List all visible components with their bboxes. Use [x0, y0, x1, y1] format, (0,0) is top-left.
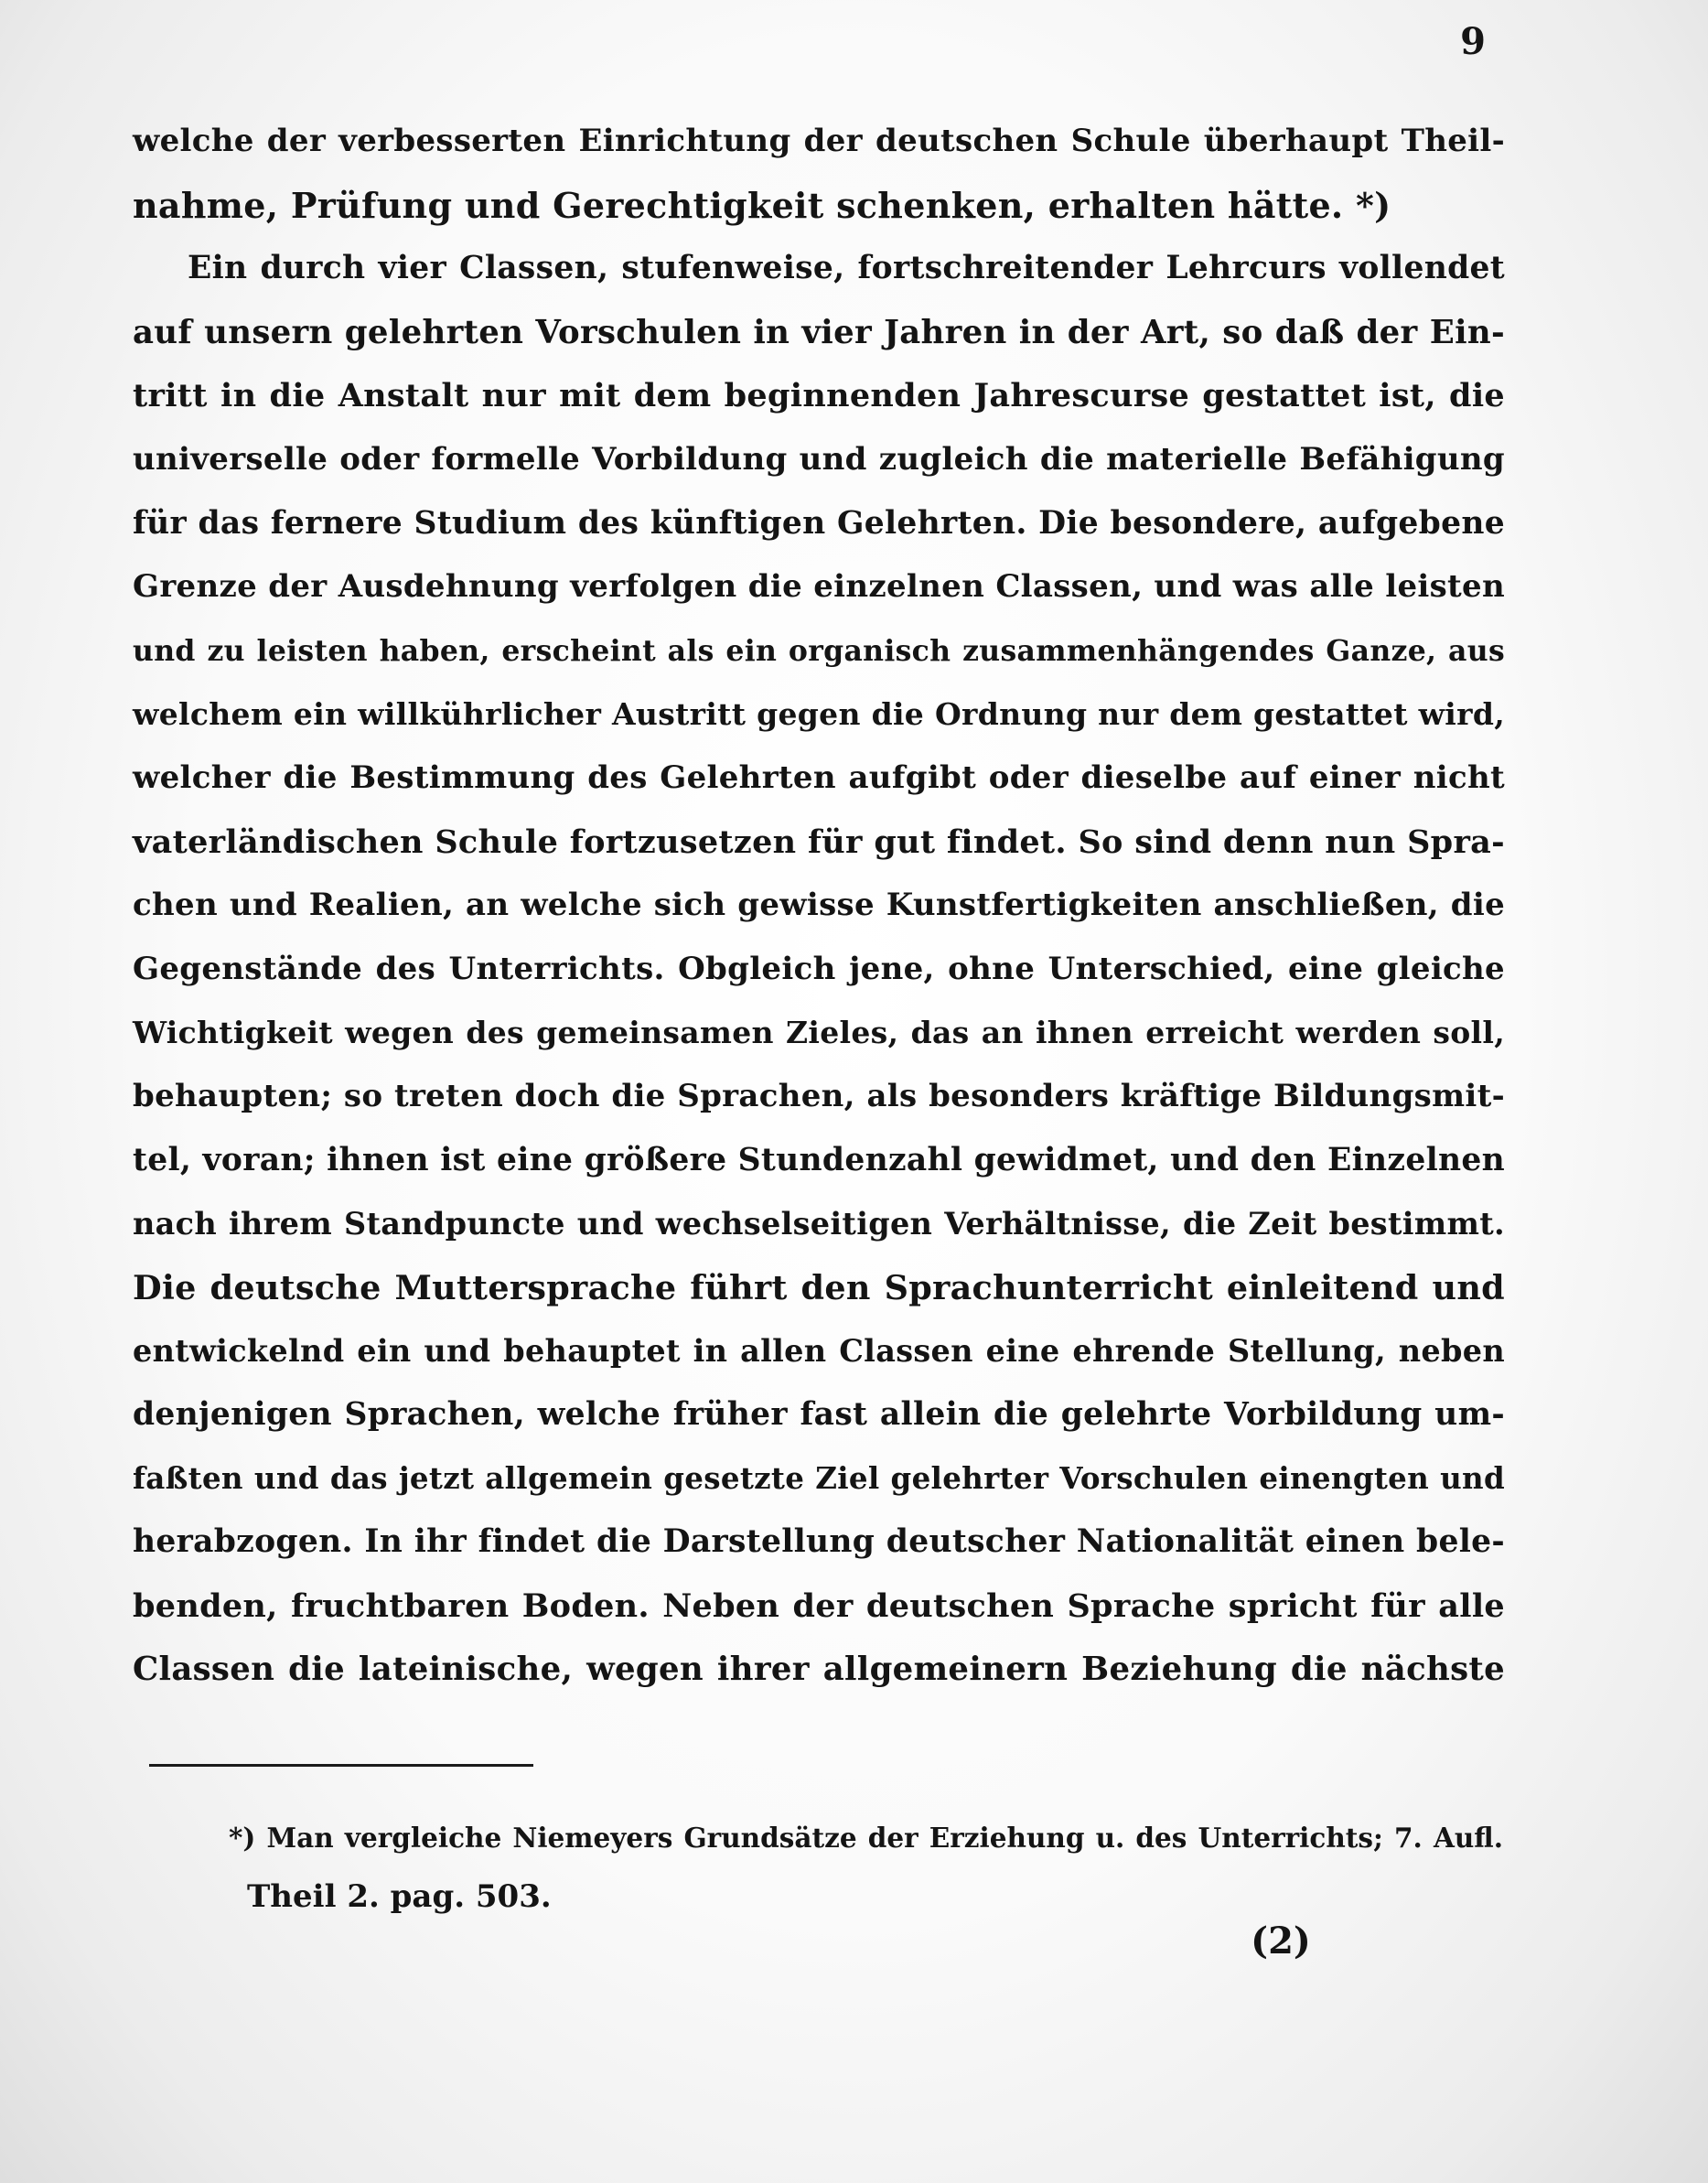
text-line: Gegenstände des Unterrichts. Obgleich jene, ohne Unterschied, eine gleiche — [133, 950, 1505, 987]
footnote-line: Theil 2. pag. 503. — [247, 1878, 552, 1915]
text-line: entwickelnd ein und behauptet in allen Classen eine ehrende Stellung, neben — [133, 1333, 1505, 1370]
footnote-separator — [149, 1764, 533, 1767]
text-line: Die deutsche Muttersprache führt den Sprachunterricht einleitend und — [133, 1267, 1505, 1307]
text-line: tel, voran; ihnen ist eine größere Stundenzahl gewidmet, und den Einzelnen — [133, 1141, 1505, 1178]
text-line: und zu leisten haben, erscheint als ein organisch zusammenhängendes Ganze, aus — [133, 633, 1505, 668]
text-line: chen und Realien, an welche sich gewisse Kunstfertigkeiten anschließen, die — [133, 887, 1505, 924]
text-line: welche der verbesserten Einrichtung der deutschen Schule überhaupt Theil- — [133, 123, 1505, 159]
text-line: welchem ein willkührlicher Austritt gegen die Ordnung nur dem gestattet wird, — [133, 696, 1505, 733]
footnote-line: *) Man vergleiche Niemeyers Grundsätze der Erziehung u. des Unterrichts; 7. Aufl. — [229, 1822, 1503, 1854]
text-line: nahme, Prüfung und Gerechtigkeit schenken, erhalten hätte. *) — [133, 184, 1391, 226]
text-line: herabzogen. In ihr findet die Darstellung deutscher Nationalität einen bele- — [133, 1523, 1505, 1561]
text-line: welcher die Bestimmung des Gelehrten aufgibt oder dieselbe auf einer nicht — [133, 758, 1505, 796]
text-line: Grenze der Ausdehnung verfolgen die einzelnen Classen, und was alle leisten — [133, 568, 1505, 606]
text-line: Wichtigkeit wegen des gemeinsamen Zieles, das an ihnen erreicht werden soll, — [133, 1015, 1505, 1051]
text-line: denjenigen Sprachen, welche früher fast allein die gelehrte Vorbildung um- — [133, 1395, 1505, 1433]
text-line: nach ihrem Standpuncte und wechselseitigen Verhältnisse, die Zeit bestimmt. — [133, 1206, 1505, 1242]
text-line: für das fernere Studium des künftigen Gelehrten. Die besondere, aufgebene — [133, 504, 1505, 542]
footnote — [146, 1809, 1503, 1926]
text-line: Ein durch vier Classen, stufenweise, fortschreitender Lehrcurs vollendet — [188, 250, 1505, 287]
text-line: auf unsern gelehrten Vorschulen in vier Jahren in der Art, so daß der Ein- — [133, 313, 1505, 351]
text-line: faßten und das jetzt allgemein gesetzte Ziel gelehrter Vorschulen einengten und — [133, 1460, 1505, 1497]
text-line: universelle oder formelle Vorbildung und zugleich die materielle Befähigung — [133, 440, 1505, 478]
page-number: 9 — [1460, 20, 1486, 63]
text-line: Classen die lateinische, wegen ihrer allgemeinern Beziehung die nächste — [133, 1651, 1505, 1689]
text-line: tritt in die Anstalt nur mit dem beginnenden Jahrescurse gestattet ist, die — [133, 377, 1505, 415]
body-text — [133, 110, 1505, 1702]
text-line: behaupten; so treten doch die Sprachen, als besonders kräftige Bildungsmit- — [133, 1077, 1505, 1114]
text-line: vaterländischen Schule fortzusetzen für gut findet. So sind denn nun Spra- — [133, 823, 1505, 861]
text-line: benden, fruchtbaren Boden. Neben der deutschen Sprache spricht für alle — [133, 1586, 1505, 1625]
signature-mark: (2) — [1251, 1920, 1311, 1963]
